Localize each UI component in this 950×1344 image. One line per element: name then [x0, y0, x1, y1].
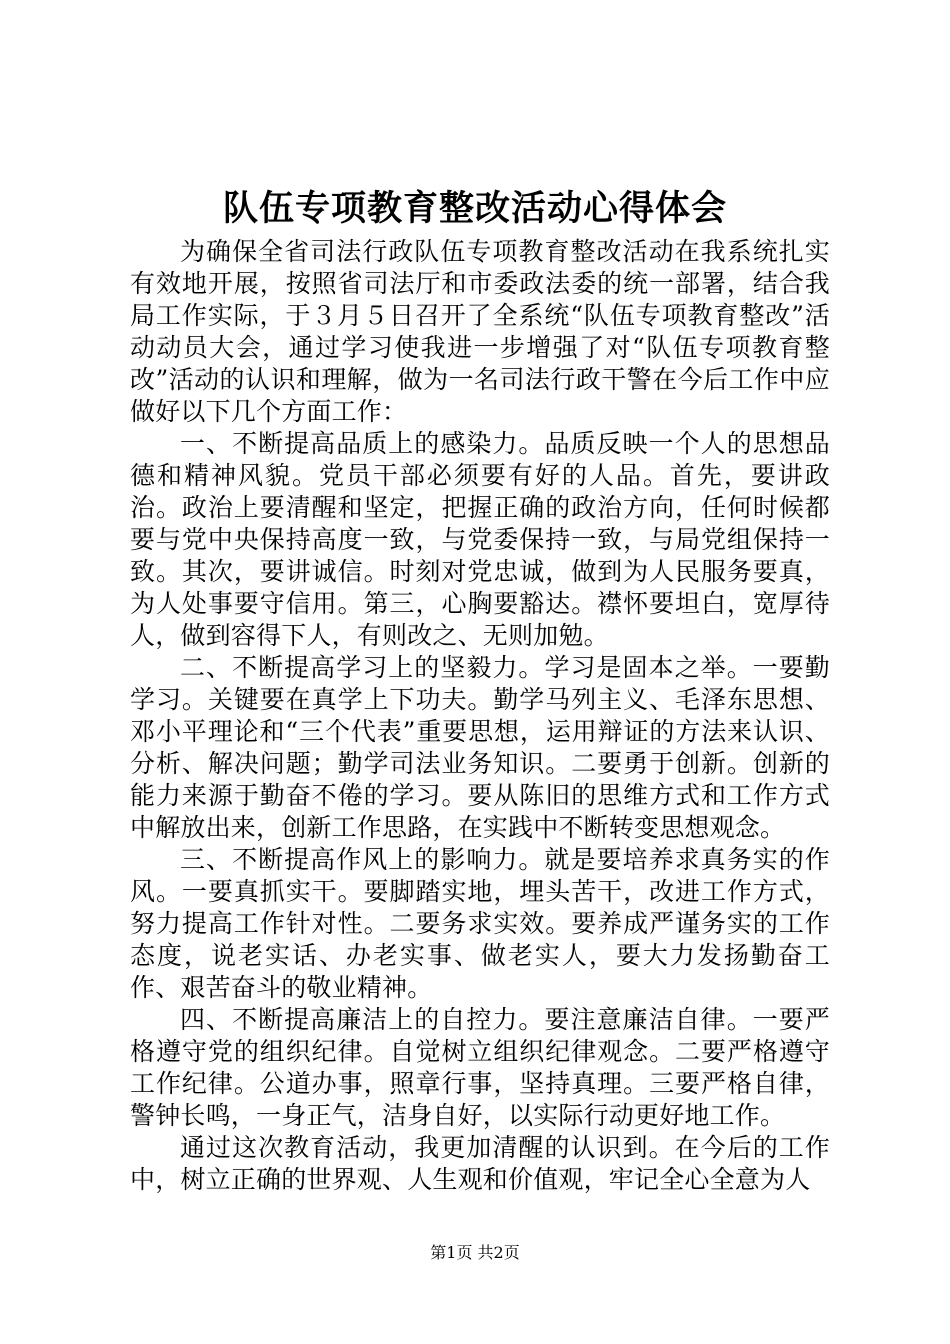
- document-title: 队伍专项教育整改活动心得体会: [222, 188, 727, 229]
- paragraph-section-3: 三、不断提高作风上的影响力。就是要培养求真务实的作风。一要真抓实干。要脚踏实地，埋头苦干，改进工作方式，努力提高工作针对性。二要务求实效。要养成严谨务实的工作态度，说老实话、办老实事、做老实人，要大力发扬勤奋工作、艰苦奋斗的敬业精神。: [130, 845, 830, 1002]
- document-body: [130, 236, 830, 1196]
- paragraph-conclusion: 通过这次教育活动，我更加清醒的认识到。在今后的工作中，树立正确的世界观、人生观和价值观，牢记全心全意为人: [130, 1133, 830, 1194]
- paragraph-section-1: 一、不断提高品质上的感染力。品质反映一个人的思想品德和精神风貌。党员干部必须要有好的人品。首先，要讲政治。政治上要清醒和坚定，把握正确的政治方向，任何时候都要与党中央保持高度一致，与党委保持一致，与局党组保持一致。其次，要讲诚信。时刻对党忠诚，做到为人民服务要真，为人处事要守信用。第三，心胸要豁达。襟怀要坦白，宽厚待人，做到容得下人，有则改之、无则加勉。: [130, 429, 830, 650]
- paragraph-section-4: 四、不断提高廉洁上的自控力。要注意廉洁自律。一要严格遵守党的组织纪律。自觉树立组织纪律观念。二要严格遵守工作纪律。公道办事，照章行事，坚持真理。三要严格自律，警钟长鸣，一身正气，洁身自好，以实际行动更好地工作。: [130, 1005, 830, 1130]
- paragraph-section-2: 二、不断提高学习上的坚毅力。学习是固本之举。一要勤学习。关键要在真学上下功夫。勤学马列主义、毛泽东思想、邓小平理论和“三个代表”重要思想，运用辩证的方法来认识、分析、解决问题；勤学司法业务知识。二要勇于创新。创新的能力来源于勤奋不倦的学习。要从陈旧的思维方式和工作方式中解放出来，创新工作思路，在实践中不断转变思想观念。: [130, 653, 830, 842]
- paragraph-intro: 为确保全省司法行政队伍专项教育整改活动在我系统扎实有效地开展，按照省司法厅和市委政法委的统一部署，结合我局工作实际，于３月５日召开了全系统“队伍专项教育整改”活动动员大会，通过学习使我进一步增强了对“队伍专项教育整改”活动的认识和理解，做为一名司法行政干警在今后工作中应做好以下几个方面工作：: [130, 237, 830, 426]
- page-number-footer: 第1页 共2页: [430, 1243, 520, 1262]
